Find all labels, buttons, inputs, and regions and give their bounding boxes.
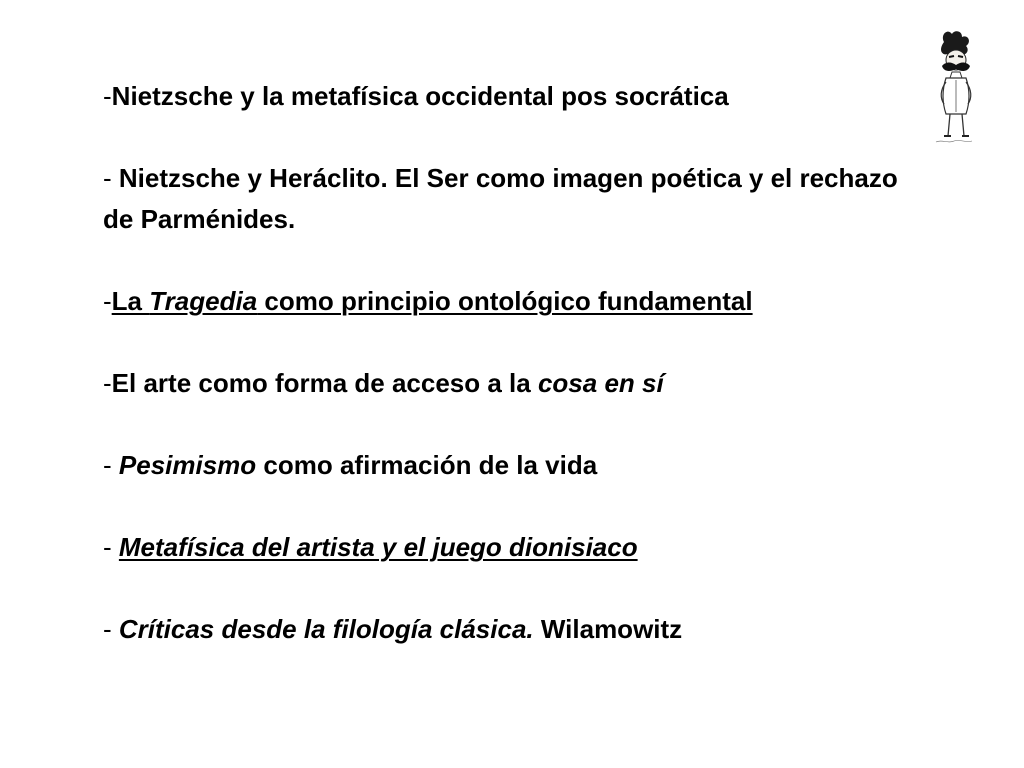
list-item <box>103 445 903 486</box>
item-emphasis: Críticas desde la filología clásica. <box>118 614 534 644</box>
item-dash: - <box>103 286 112 316</box>
item-emphasis: Pesimismo <box>118 450 257 480</box>
topic-list <box>103 76 903 691</box>
item-dash: - <box>103 532 119 562</box>
item-emphasis: cosa en sí <box>537 368 664 398</box>
item-text: como principio ontológico fundamental <box>257 286 753 316</box>
item-text: Wilamowitz <box>533 614 683 644</box>
item-dash: - <box>103 450 119 480</box>
item-text: como afirmación de la vida <box>256 450 598 480</box>
item-text: El arte como forma de acceso a la <box>111 368 538 398</box>
item-text: Nietzsche y Heráclito. El Ser como imagen poética y el rechazo de Parménides. <box>103 163 898 234</box>
list-item <box>103 609 903 650</box>
list-item <box>103 527 903 568</box>
list-item <box>103 76 903 117</box>
item-dash: - <box>103 368 112 398</box>
list-item <box>103 363 903 404</box>
item-emphasis: Metafísica del artista y el juego dionisiaco <box>118 532 638 562</box>
item-text: La <box>111 286 150 316</box>
list-item <box>103 158 903 240</box>
item-dash: - <box>103 81 112 111</box>
item-emphasis: Tragedia <box>149 286 258 316</box>
item-text: Nietzsche y la metafísica occidental pos socrática <box>111 81 729 111</box>
item-dash: - <box>103 614 119 644</box>
list-item <box>103 281 903 322</box>
item-dash: - <box>103 163 119 193</box>
nietzsche-caricature-icon <box>922 28 984 146</box>
